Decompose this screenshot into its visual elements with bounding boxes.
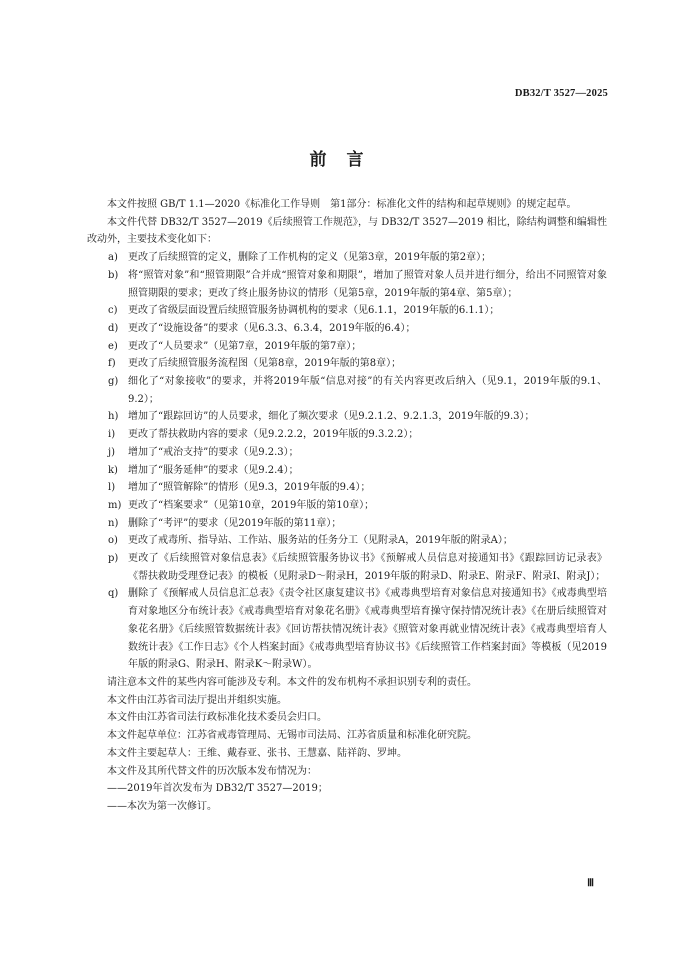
list-item-mark: n) bbox=[108, 517, 119, 529]
list-item-text: 增加了“戒治支持”的要求（见9.2.3）； bbox=[128, 446, 299, 458]
list-item bbox=[87, 338, 607, 356]
list-item bbox=[87, 267, 607, 302]
list-item-mark: a) bbox=[108, 252, 118, 264]
list-item bbox=[87, 462, 607, 480]
list-item bbox=[87, 550, 607, 585]
list-item-text: 更改了《后续照管对象信息表》《后续照管服务协议书》《预解戒人员信息对接通知书》《跟踪回访记录表》《帮扶救助受理登记表》的模板（见附录D～附录H，2019年版的附录D、附录E、附录F、附录I、附录J）； bbox=[128, 553, 607, 582]
list-item-text: 删除了《预解戒人员信息汇总表》《责令社区康复建议书》《戒毒典型培育对象信息对接通知书》《戒毒典型培育对象地区分布统计表》《戒毒典型培育对象花名册》《戒毒典型培育操守保持情况统计表》《在册后续照管对象花名册》《后续照管数据统计表》《回访帮扶情况统计表》《照管对象再就业情况统计表》《戒毒典型培育人数统计表》《工作日志》《个人档案封面》《戒毒典型培育协议书》《后续照管工作档案封面》等模板（见2019年版的附录G、附录H、附录K～附录W）。 bbox=[128, 588, 607, 671]
list-item-text: 细化了“对象接收”的要求，并将2019年版“信息对接”的有关内容更改后纳入（见9.1，2019年版的9.1、9.2）； bbox=[128, 376, 607, 405]
list-item-text: 更改了戒毒所、指导站、工作站、服务站的任务分工（见附录A，2019年版的附录A）； bbox=[128, 535, 513, 547]
list-item-text: 更改了省级层面设置后续照管服务协调机构的要求（见6.1.1，2019年版的6.1.1）； bbox=[128, 305, 500, 317]
list-item-text: 更改了“设施设备”的要求（见6.3.3、6.3.4，2019年版的6.4）； bbox=[128, 322, 416, 334]
list-item-mark: c) bbox=[108, 305, 118, 317]
list-item bbox=[87, 585, 607, 674]
list-item-text: 更改了后续照管的定义，删除了工作机构的定义（见第3章，2019年版的第2章）； bbox=[128, 252, 492, 264]
list-item-mark: e) bbox=[108, 340, 118, 352]
closing-paragraph: 请注意本文件的某些内容可能涉及专利。本文件的发布机构不承担识别专利的责任。 bbox=[107, 676, 477, 688]
list-item-mark: p) bbox=[108, 553, 119, 565]
list-item-text: 增加了“服务延伸”的要求（见9.2.4）； bbox=[128, 464, 299, 476]
history-entry: ——2019年首次发布为 DB32/T 3527—2019； bbox=[107, 783, 328, 795]
list-item-mark: d) bbox=[108, 322, 119, 334]
list-item-mark: i) bbox=[108, 429, 116, 441]
list-item bbox=[87, 426, 607, 444]
list-item-text: 更改了帮扶救助内容的要求（见9.2.2.2，2019年版的9.3.2.2）； bbox=[128, 429, 419, 441]
page-title: 前言 bbox=[309, 150, 384, 170]
list-item bbox=[87, 532, 607, 550]
list-item bbox=[87, 249, 607, 267]
list-item-mark: q) bbox=[108, 588, 119, 600]
closing-paragraph: 本文件由江苏省司法行政标准化技术委员会归口。 bbox=[107, 712, 327, 724]
list-item-mark: k) bbox=[108, 464, 118, 476]
list-item bbox=[87, 444, 607, 462]
standard-number: DB32/T 3527—2025 bbox=[514, 88, 608, 99]
history-entry: ——本次为第一次修订。 bbox=[107, 800, 217, 812]
list-item-text: 将“照管对象”和“照管期限”合并成“照管对象和期限”，增加了照管对象人员并进行细分，给出不同照管对象照管期限的要求；更改了终止服务协议的情形（见第5章，2019年版的第4章、第5章）； bbox=[128, 269, 607, 299]
list-item bbox=[87, 355, 607, 373]
list-item-text: 增加了“跟踪回访”的人员要求，细化了频次要求（见9.2.1.2、9.2.1.3，2019年版的9.3）； bbox=[128, 411, 535, 423]
list-item-mark: g) bbox=[108, 376, 119, 388]
list-item bbox=[87, 408, 607, 426]
list-item-mark: l) bbox=[108, 482, 116, 494]
closing-paragraph: 本文件及其所代替文件的历次版本发布情况为： bbox=[107, 765, 317, 777]
list-item-mark: o) bbox=[108, 535, 118, 547]
list-item bbox=[87, 320, 607, 338]
list-item-text: 删除了“考评”的要求（见2019年版的第11章）； bbox=[128, 517, 342, 529]
list-item-text: 更改了后续照管服务流程图（见第8章，2019年版的第8章）； bbox=[128, 358, 402, 370]
list-item bbox=[87, 302, 607, 320]
list-item bbox=[87, 497, 607, 515]
list-item bbox=[87, 515, 607, 533]
closing-paragraph: 本文件主要起草人：王维、戴春亚、张书、王慧嘉、陆祥韵、罗坤。 bbox=[107, 747, 407, 759]
closing-paragraph: 本文件由江苏省司法厅提出并组织实施。 bbox=[107, 694, 287, 706]
list-item bbox=[87, 373, 607, 408]
closing-paragraph: 本文件起草单位：江苏省戒毒管理局、无锡市司法局、江苏省质量和标准化研究院。 bbox=[107, 730, 477, 742]
list-item-mark: h) bbox=[108, 411, 119, 423]
list-item-text: 增加了“照管解除”的情形（见9.3，2019年版的9.4）； bbox=[128, 482, 371, 494]
list-item bbox=[87, 479, 607, 497]
changes-list bbox=[87, 249, 607, 674]
list-item-mark: b) bbox=[108, 269, 119, 281]
list-item-mark: m) bbox=[108, 499, 122, 511]
page-number: Ⅲ bbox=[587, 878, 594, 889]
list-item-mark: j) bbox=[108, 446, 116, 458]
list-item-text: 更改了“档案要求”（见第10章，2019年版的第10章）； bbox=[128, 499, 375, 511]
intro-paragraph: 本文件代替 DB32/T 3527—2019《后续照管工作规范》，与 DB32/T 3527—2019 相比，除结构调整和编辑性改动外，主要技术变化如下： bbox=[87, 216, 607, 246]
document-body bbox=[87, 196, 607, 816]
intro-paragraph: 本文件按照 GB/T 1.1—2020《标准化工作导则 第1部分：标准化文件的结构和起草规则》的规定起草。 bbox=[107, 199, 577, 210]
list-item-text: 更改了“人员要求”（见第7章，2019年版的第7章）； bbox=[128, 340, 362, 352]
list-item-mark: f) bbox=[108, 358, 116, 370]
